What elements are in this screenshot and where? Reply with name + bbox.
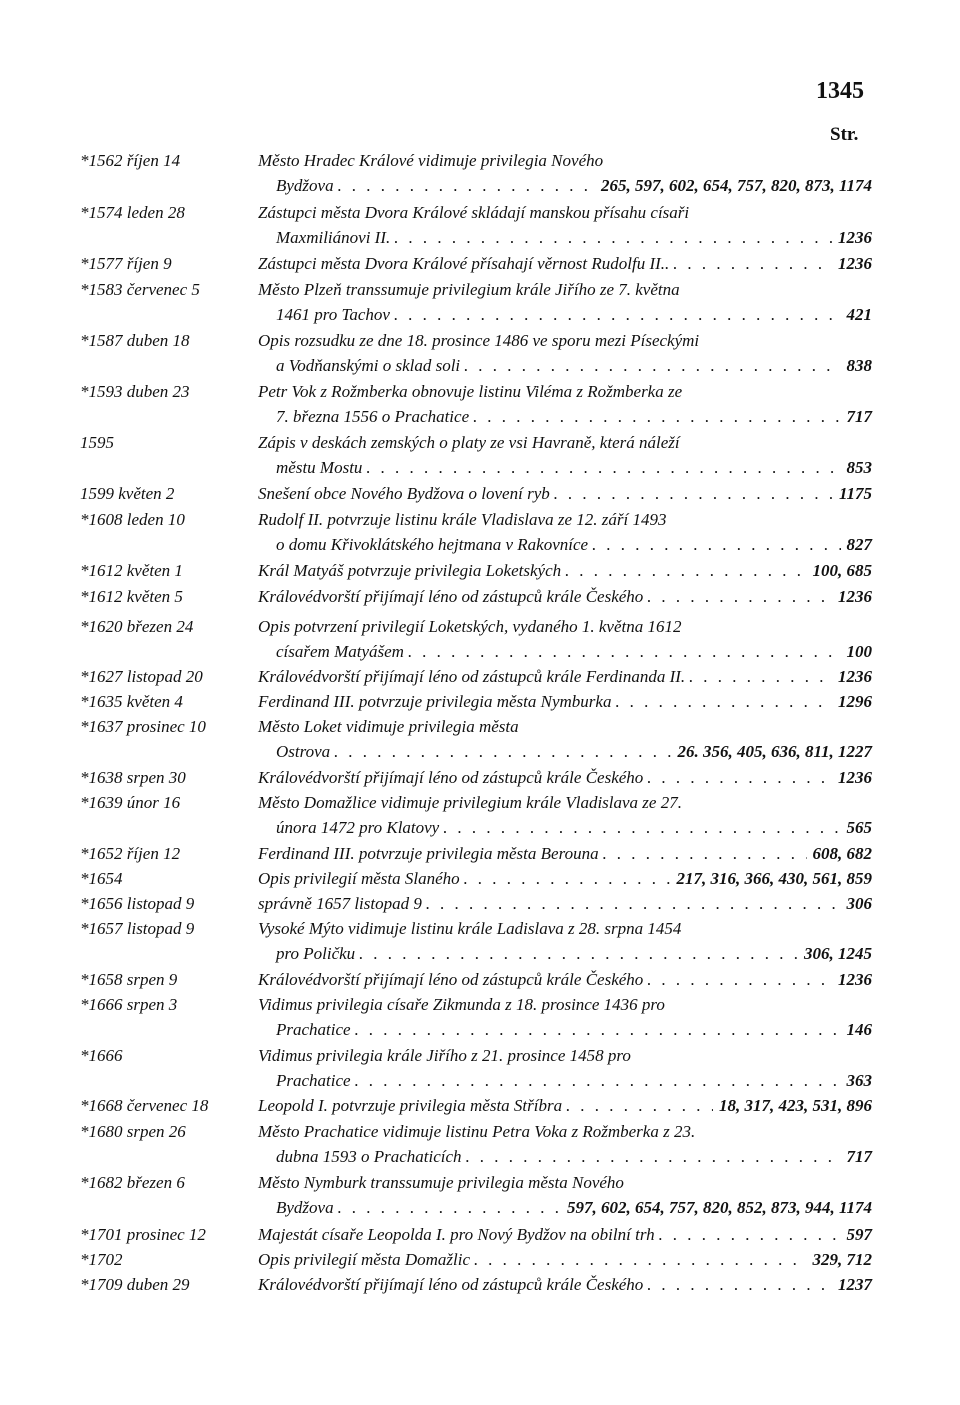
dot-leader (647, 1272, 832, 1297)
index-entry (0, 277, 960, 327)
dot-leader (474, 1247, 806, 1272)
entry-description (258, 584, 872, 609)
dot-leader (603, 841, 807, 866)
index-entry (0, 328, 960, 378)
dot-leader (394, 302, 841, 327)
entry-text: Král Matyáš potvrzuje privilegia Loketských (258, 561, 562, 580)
entry-date: *1574 leden 28 (80, 203, 185, 222)
dot-leader (689, 664, 832, 689)
entry-date: *1583 červenec 5 (80, 280, 200, 299)
entry-text: Leopold I. potvrzuje privilegia města Stříbra (258, 1096, 563, 1115)
page-references: 100 (846, 642, 872, 661)
page-references: 100, 685 (812, 561, 872, 580)
entry-text: Opis rozsudku ze dne 18. prosince 1486 ve sporu mezi Píseckými (258, 331, 700, 350)
entry-description (258, 379, 872, 429)
entry-text: a Vodňanskými o sklad soli (276, 356, 461, 375)
entry-description (258, 866, 872, 891)
entry-text: Zástupci města Dvora Králové skládají manskou přísahu císaři (258, 203, 690, 222)
dot-leader (566, 1093, 713, 1118)
entry-date: *1652 říjen 12 (80, 844, 181, 863)
entry-text: správně 1657 listopad 9 (258, 894, 422, 913)
dot-leader (554, 481, 833, 506)
dot-leader (338, 1195, 561, 1220)
page-references: 1175 (838, 484, 872, 503)
dot-leader (592, 532, 840, 557)
entry-description (258, 916, 872, 966)
entry-description (258, 614, 872, 664)
index-entry (0, 507, 960, 557)
entry-description (258, 277, 872, 327)
entry-date: *1593 duben 23 (80, 382, 190, 401)
entry-description (258, 481, 872, 506)
entry-description (258, 841, 872, 866)
entry-text: Královédvorští přijímají léno od zástupců krále Českého (258, 587, 644, 606)
entry-text: Město Prachatice vidimuje listinu Petra Voka z Rožmberka z 23. (258, 1122, 696, 1141)
index-entry (0, 714, 960, 764)
entry-description (258, 1043, 872, 1093)
entry-date: *1668 červenec 18 (80, 1096, 209, 1115)
page-references: 838 (846, 356, 872, 375)
entry-date: *1709 duben 29 (80, 1275, 190, 1294)
page-references: 1236 (838, 587, 872, 606)
entry-description (258, 1093, 872, 1118)
index-entry (0, 430, 960, 480)
entry-date: *1637 prosinec 10 (80, 717, 206, 736)
entry-text: Ostrova (276, 742, 331, 761)
entry-description (258, 148, 872, 198)
entry-text: Prachatice (276, 1071, 351, 1090)
entry-date: *1702 (80, 1250, 123, 1269)
index-entry (0, 614, 960, 664)
dot-leader (647, 967, 832, 992)
entry-date: 1595 (80, 433, 114, 452)
entry-text: Vysoké Mýto vidimuje listinu krále Ladislava z 28. srpna 1454 (258, 919, 682, 938)
entry-text: Opis potvrzení privilegií Loketských, vydaného 1. května 1612 (258, 617, 682, 636)
dot-leader (334, 739, 671, 764)
index-entry (0, 689, 960, 714)
entry-text: Vidimus privilegia krále Jiřího z 21. prosince 1458 pro (258, 1046, 631, 1065)
entry-date: *1612 květen 1 (80, 561, 183, 580)
entry-date: *1638 srpen 30 (80, 768, 186, 787)
entry-text: Zástupci města Dvora Králové přísahají věrnost Rudolfu II.. (258, 254, 670, 273)
entry-text: Maxmiliánovi II. (276, 228, 391, 247)
dot-leader (394, 225, 832, 250)
index-entry (0, 1170, 960, 1220)
entry-text: Ferdinand III. potvrzuje privilegia města Berouna (258, 844, 599, 863)
index-entry (0, 841, 960, 866)
page-number: 1345 (816, 78, 864, 104)
page-references: 1296 (838, 692, 872, 711)
dot-leader (408, 639, 841, 664)
index-entry (0, 1272, 960, 1297)
dot-leader (659, 1222, 841, 1247)
page-references: 421 (846, 305, 872, 324)
entry-description (258, 1170, 872, 1220)
page-references: 265, 597, 602, 654, 757, 820, 873, 1174 (600, 176, 872, 195)
entry-description (258, 558, 872, 583)
index-entry (0, 200, 960, 250)
entry-text: císařem Matyášem (276, 642, 404, 661)
entry-text: Město Loket vidimuje privilegia města (258, 717, 519, 736)
dot-leader (647, 765, 832, 790)
entry-text: pro Poličku (276, 944, 356, 963)
dot-leader (464, 353, 840, 378)
entry-date: *1587 duben 18 (80, 331, 190, 350)
page-references: 18, 317, 423, 531, 896 (719, 1096, 872, 1115)
entry-text: Ferdinand III. potvrzuje privilegia města Nymburka (258, 692, 612, 711)
entry-text: Královédvorští přijímají léno od zástupců krále Českého (258, 768, 644, 787)
dot-leader (615, 689, 832, 714)
entry-date: *1608 leden 10 (80, 510, 185, 529)
index-entry (0, 765, 960, 790)
entry-description (258, 689, 872, 714)
entry-date: *1658 srpen 9 (80, 970, 178, 989)
entry-text: Královédvorští přijímají léno od zástupců krále Ferdinanda II. (258, 667, 686, 686)
page-references: 608, 682 (812, 844, 872, 863)
entry-date: *1680 srpen 26 (80, 1122, 186, 1141)
dot-leader (647, 584, 832, 609)
page-references: 1236 (838, 667, 872, 686)
page-references: 1236 (838, 228, 872, 247)
entry-description (258, 891, 872, 916)
entry-text: Opis privilegií města Slaného (258, 869, 460, 888)
entry-date: *1562 říjen 14 (80, 151, 181, 170)
index-entry (0, 866, 960, 891)
entry-text: Snešení obce Nového Bydžova o lovení ryb (258, 484, 550, 503)
entry-description (258, 1222, 872, 1247)
dot-leader (355, 1068, 841, 1093)
page-references: 26. 356, 405, 636, 811, 1227 (677, 742, 872, 761)
dot-leader (466, 1144, 841, 1169)
entry-date: *1666 (80, 1046, 123, 1065)
entry-text: Opis privilegií města Domažlic (258, 1250, 471, 1269)
entry-description (258, 967, 872, 992)
index-entry (0, 1043, 960, 1093)
page-references: 306, 1245 (804, 944, 872, 963)
entry-text: Prachatice (276, 1020, 351, 1039)
index-entry (0, 967, 960, 992)
entry-text: Rudolf II. potvrzuje listinu krále Vladislava ze 12. září 1493 (258, 510, 667, 529)
entry-description (258, 714, 872, 764)
entry-description (258, 790, 872, 840)
dot-leader (673, 251, 832, 276)
index-entry (0, 1119, 960, 1169)
entry-date: *1657 listopad 9 (80, 919, 195, 938)
entry-text: Královédvorští přijímají léno od zástupců krále Českého (258, 1275, 644, 1294)
dot-leader (426, 891, 841, 916)
entry-text: Bydžova (276, 176, 334, 195)
page-references: 1236 (838, 254, 872, 273)
page-references: 217, 316, 366, 430, 561, 859 (676, 869, 872, 888)
entry-description (258, 251, 872, 276)
entry-text: o domu Křivoklátského hejtmana v Rakovníce (276, 535, 589, 554)
entry-description (258, 765, 872, 790)
entry-text: městu Mostu (276, 458, 363, 477)
entry-date: *1701 prosinec 12 (80, 1225, 206, 1244)
index-entry (0, 664, 960, 689)
dot-leader (355, 1017, 841, 1042)
entry-description (258, 992, 872, 1042)
entry-text: 1461 pro Tachov (276, 305, 390, 324)
index-entry (0, 891, 960, 916)
page-column-label: Str. (830, 124, 859, 145)
entry-text: Majestát císaře Leopolda I. pro Nový Bydžov na obilní trh (258, 1225, 655, 1244)
dot-leader (565, 558, 806, 583)
entry-text: 7. března 1556 o Prachatice (276, 407, 470, 426)
page-references: 306 (846, 894, 872, 913)
index-entry (0, 1093, 960, 1118)
page-references: 717 (846, 407, 872, 426)
index-entry (0, 481, 960, 506)
index-entry (0, 992, 960, 1042)
entry-text: února 1472 pro Klatovy (276, 818, 440, 837)
entry-text: dubna 1593 o Prachaticích (276, 1147, 462, 1166)
entry-description (258, 507, 872, 557)
entry-description (258, 328, 872, 378)
entry-date: *1627 listopad 20 (80, 667, 203, 686)
index-entry (0, 251, 960, 276)
entry-text: Město Plzeň transsumuje privilegium krále Jiřího ze 7. května (258, 280, 680, 299)
entry-date: 1599 květen 2 (80, 484, 175, 503)
page-references: 597 (846, 1225, 872, 1244)
page-references: 717 (846, 1147, 872, 1166)
entry-text: Město Hradec Králové vidimuje privilegia Nového (258, 151, 604, 170)
dot-leader (473, 404, 840, 429)
entry-text: Petr Vok z Rožmberka obnovuje listinu Viléma z Rožmberka ze (258, 382, 683, 401)
dot-leader (338, 173, 595, 198)
index-entry (0, 379, 960, 429)
entry-text: Zápis v deskách zemských o platy ze vsi Havraně, která náleží (258, 433, 680, 452)
page-references: 1237 (838, 1275, 872, 1294)
entry-description (258, 1119, 872, 1169)
index-entry (0, 584, 960, 609)
index-entry (0, 1222, 960, 1247)
entry-description (258, 1272, 872, 1297)
entry-text: Královédvorští přijímají léno od zástupců krále Českého (258, 970, 644, 989)
entry-description (258, 200, 872, 250)
entry-date: *1612 květen 5 (80, 587, 183, 606)
entry-description (258, 664, 872, 689)
page-references: 827 (846, 535, 872, 554)
entry-date: *1620 březen 24 (80, 617, 194, 636)
entry-date: *1682 březen 6 (80, 1173, 185, 1192)
page-references: 146 (846, 1020, 872, 1039)
entry-description (258, 1247, 872, 1272)
entry-date: *1666 srpen 3 (80, 995, 178, 1014)
entry-date: *1656 listopad 9 (80, 894, 195, 913)
entry-text: Město Nymburk transsumuje privilegia města Nového (258, 1173, 624, 1192)
dot-leader (366, 455, 840, 480)
page-references: 597, 602, 654, 757, 820, 852, 873, 944, 1174 (566, 1198, 872, 1217)
page-references: 853 (846, 458, 872, 477)
index-entry (0, 148, 960, 198)
dot-leader (443, 815, 840, 840)
dot-leader (464, 866, 671, 891)
entry-text: Bydžova (276, 1198, 334, 1217)
entry-date: *1639 únor 16 (80, 793, 181, 812)
index-entries-list (0, 148, 960, 1297)
page-references: 1236 (838, 768, 872, 787)
index-entry (0, 1247, 960, 1272)
dot-leader (359, 941, 798, 966)
index-entry (0, 790, 960, 840)
page-references: 565 (846, 818, 872, 837)
index-entry (0, 558, 960, 583)
entry-description (258, 430, 872, 480)
page-references: 329, 712 (812, 1250, 872, 1269)
page-references: 1236 (838, 970, 872, 989)
entry-date: *1654 (80, 869, 123, 888)
entry-text: Vidimus privilegia císaře Zikmunda z 18. prosince 1436 pro (258, 995, 665, 1014)
page-references: 363 (846, 1071, 872, 1090)
index-entry (0, 916, 960, 966)
entry-text: Město Domažlice vidimuje privilegium krále Vladislava ze 27. (258, 793, 682, 812)
entry-date: *1635 květen 4 (80, 692, 183, 711)
entry-date: *1577 říjen 9 (80, 254, 172, 273)
